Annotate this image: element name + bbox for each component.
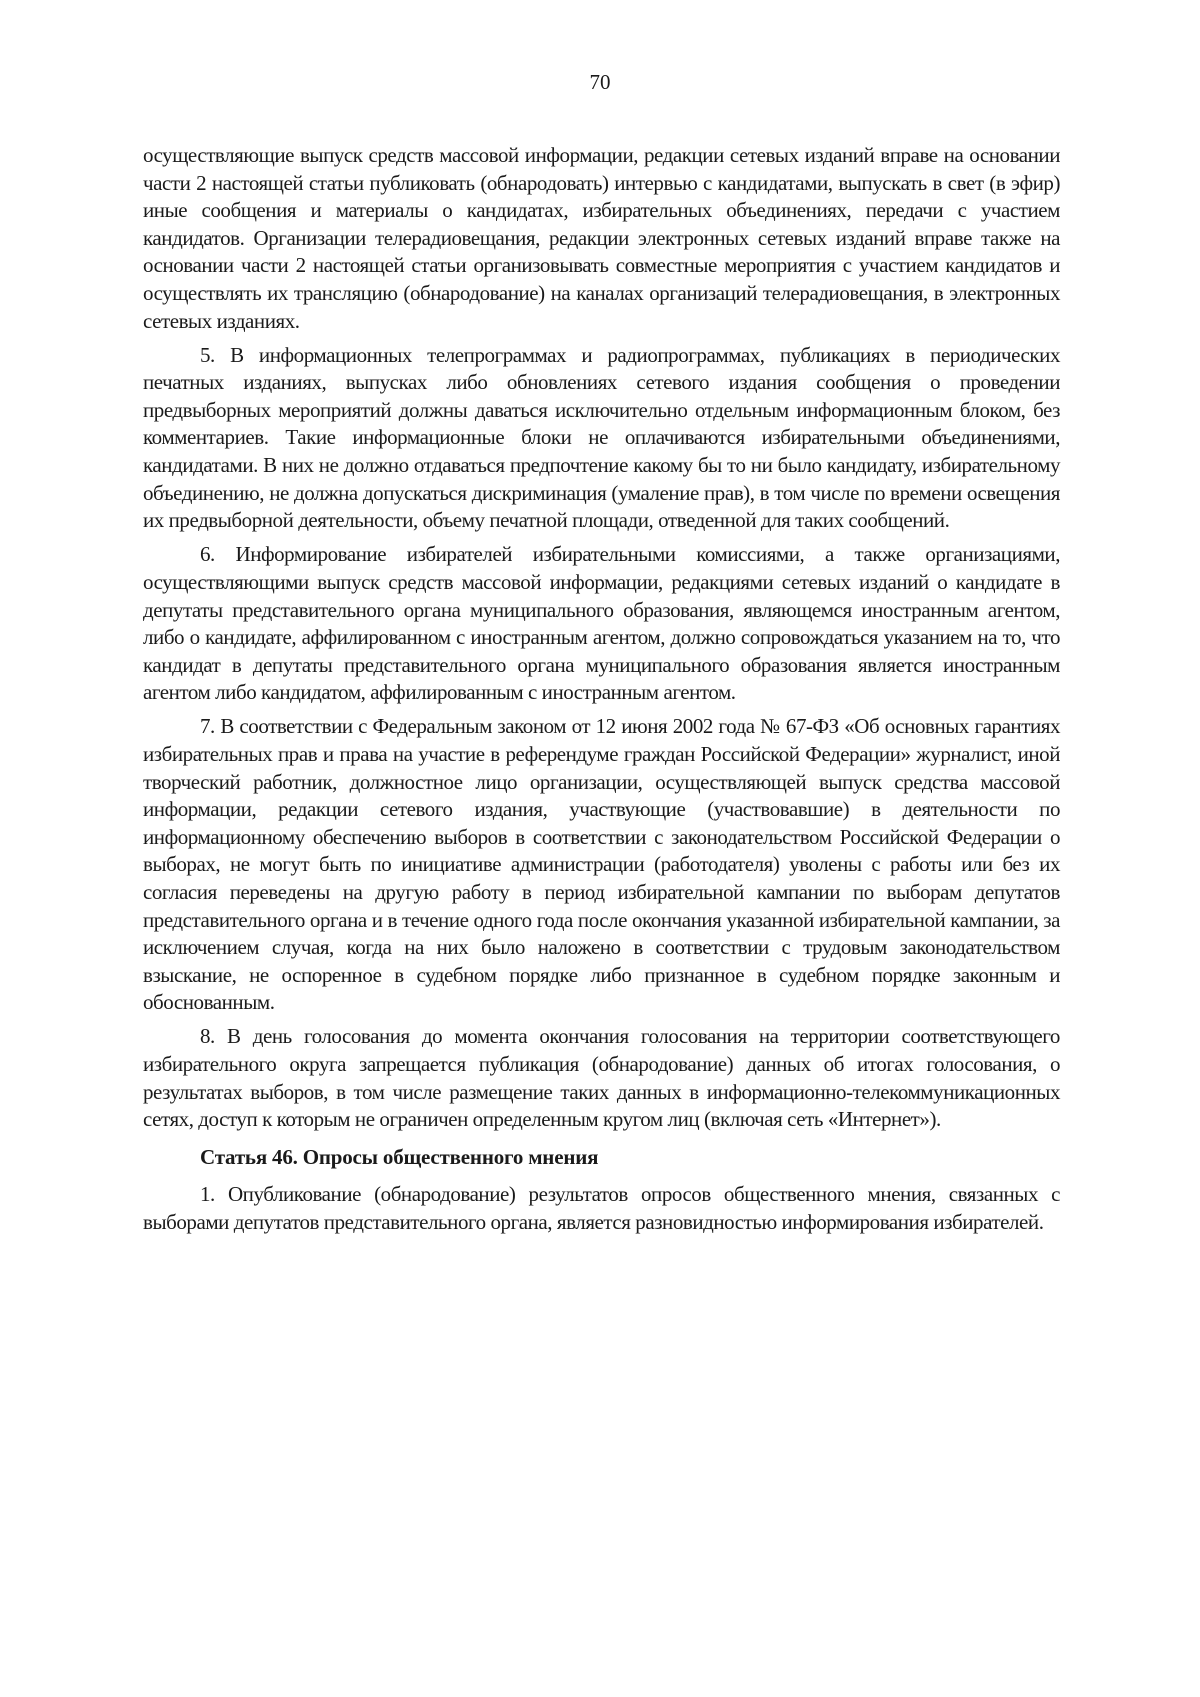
page-number: 70: [589, 70, 611, 94]
paragraph-item-6: 6. Информирование избирателей избирательными комиссиями, а также организациями, осуществляющими выпуск средств массовой информации, редакциями сетевых изданий о кандидате в депутаты представительного органа муниципального образования, являющемся иностранным агентом, либо о кандидате, аффилированном с иностранным агентом, должно сопровождаться указанием на то, что кандидат в депутаты представительного органа муниципального образования является иностранным агентом либо кандидатом, аффилированным с иностранным агентом.: [143, 542, 1060, 705]
paragraph-item-5: 5. В информационных телепрограммах и радиопрограммах, публикациях в периодических печатных изданиях, выпусках либо обновлениях сетевого издания сообщения о проведении предвыборных мероприятий должны даваться исключительно отдельным информационным блоком, без комментариев. Такие информационные блоки не оплачиваются избирательными объединениями, кандидатами. В них не должно отдаваться предпочтение какому бы то ни было кандидату, избирательному объединению, не должна допускаться дискриминация (умаление прав), в том числе по времени освещения их предвыборной деятельности, объему печатной площади, отведенной для таких сообщений.: [143, 342, 1060, 533]
paragraph-continuation: осуществляющие выпуск средств массовой информации, редакции сетевых изданий вправе на основании части 2 настоящей статьи публиковать (обнародовать) интервью с кандидатами, выпускать в свет (в эфир) иные сообщения и материалы о кандидатах, избирательных объединениях, передачи с участием кандидатов. Организации телерадиовещания, редакции электронных сетевых изданий вправе также на основании части 2 настоящей статьи организовывать совместные мероприятия с участием кандидатов и осуществлять их трансляцию (обнародование) на каналах организаций телерадиовещания, в электронных сетевых изданиях.: [143, 143, 1060, 333]
paragraph-item-8: 8. В день голосования до момента окончания голосования на территории соответствующего избирательного округа запрещается публикация (обнародование) данных об итогах голосования, о результатах выборов, в том числе размещение таких данных в информационно-телекоммуникационных сетях, доступ к которым не ограничен определенным кругом лиц (включая сеть «Интернет»).: [143, 1024, 1060, 1132]
paragraph-item-7: 7. В соответствии с Федеральным законом от 12 июня 2002 года № 67-ФЗ «Об основных гарантиях избирательных прав и права на участие в референдуме граждан Российской Федерации» журналист, иной творческий работник, должностное лицо организации, осуществляющей выпуск средства массовой информации, редакции сетевого издания, участвующие (участвовавшие) в деятельности по информационному обеспечению выборов в соответствии с законодательством Российской Федерации о выборах, не могут быть по инициативе администрации (работодателя) уволены с работы или без их согласия переведены на другую работу в период избирательной кампании по выборам депутатов представительного органа и в течение одного года после окончания указанной избирательной кампании, за исключением случая, когда на них было наложено в соответствии с трудовым законодательством взыскание, не оспоренное в судебном порядке либо признанное в судебном порядке законным и обоснованным.: [143, 714, 1060, 1015]
document-body: [143, 142, 1060, 1243]
article-paragraph-1: 1. Опубликование (обнародование) результатов опросов общественного мнения, связанных с выборами депутатов представительного органа, является разновидностью информирования избирателей.: [143, 1182, 1060, 1234]
article-heading: Статья 46. Опросы общественного мнения: [200, 1144, 599, 1169]
